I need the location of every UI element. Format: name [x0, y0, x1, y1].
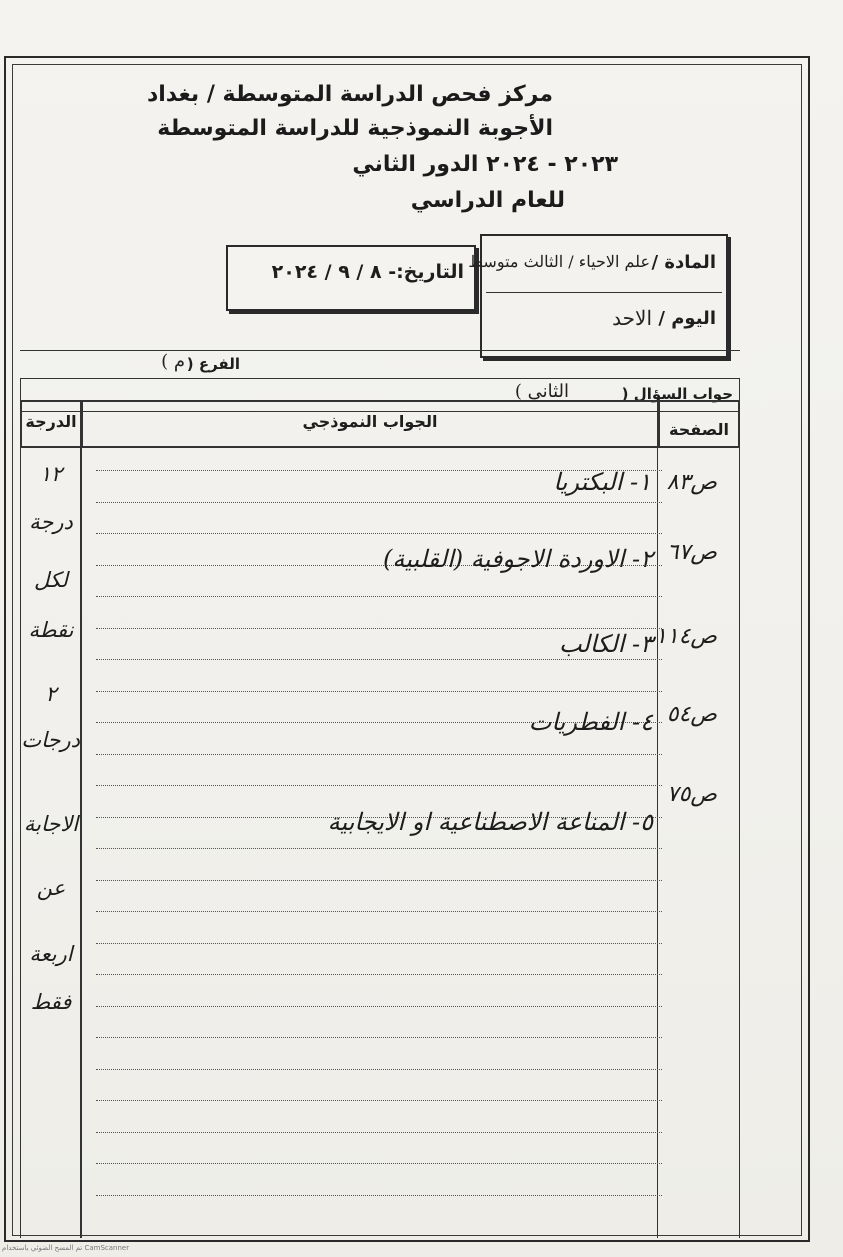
- grade-note-10: فقط: [30, 990, 72, 1014]
- ruled-line: [96, 1069, 662, 1070]
- answer-line-5: ٥- المناعة الاصطناعية او الايجابية: [327, 808, 653, 836]
- ruled-line: [96, 502, 662, 503]
- date-field: [272, 261, 464, 283]
- page-ref-2: ص٦٧: [666, 540, 717, 565]
- page-ref-1: ص٨٣: [666, 470, 717, 495]
- grade-note-9: اربعة: [29, 942, 73, 966]
- grade-column: [20, 448, 82, 1238]
- answer-line-1: ١- البكتريا: [553, 468, 651, 496]
- date-value: ٨ / ٩ / ٢٠٢٤: [271, 261, 382, 283]
- subject-value: علم الاحياء / الثالث متوسط: [468, 252, 650, 271]
- date-box: [226, 245, 476, 311]
- header-title: الأجوبة النموذجية للدراسة المتوسطة: [157, 116, 553, 141]
- ruled-line: [96, 1006, 662, 1007]
- ruled-line: [96, 911, 662, 912]
- scanner-footer: تم المسح الضوئي باستخدام CamScanner: [2, 1244, 130, 1252]
- ruled-line: [96, 1100, 662, 1101]
- grade-note-1: ١٢: [39, 462, 63, 486]
- ruled-line: [96, 691, 662, 692]
- header-center-name: مركز فحص الدراسة المتوسطة / بغداد: [146, 82, 553, 107]
- subject-row: [468, 240, 722, 293]
- grade-note-2: درجة: [29, 510, 73, 534]
- ruled-line: [96, 659, 662, 660]
- subject-label: المادة /: [651, 252, 716, 273]
- page-ref-5: ص٧٥: [666, 782, 717, 807]
- ruled-line: [96, 1195, 662, 1196]
- day-row: [486, 296, 722, 348]
- branch-value: م ): [161, 351, 185, 372]
- header-year-round: ٢٠٢٣ - ٢٠٢٤ الدور الثاني: [352, 152, 618, 177]
- day-label: اليوم /: [658, 308, 716, 329]
- ruled-line: [96, 1132, 662, 1133]
- grade-note-3: لكل: [34, 568, 68, 592]
- header-academic-year-label: للعام الدراسي: [410, 188, 565, 213]
- question-label: جواب السؤال (: [621, 385, 733, 403]
- page-column: [658, 448, 740, 1238]
- answer-line-3: ٣- الكالب: [558, 630, 653, 658]
- ruled-line: [96, 754, 662, 755]
- answer-column-header: الجواب النموذجي: [82, 400, 658, 448]
- ruled-line: [96, 974, 662, 975]
- day-value: الاحد: [612, 306, 652, 330]
- ruled-line: [96, 785, 662, 786]
- page-column-header: الصفحة: [658, 400, 740, 448]
- ruled-line: [96, 1163, 662, 1164]
- grade-column-header: الدرجة: [20, 400, 82, 448]
- subject-day-box: [468, 234, 728, 358]
- ruled-line: [96, 848, 662, 849]
- grade-note-5: ٢: [45, 682, 57, 706]
- question-value: الثاني ): [514, 381, 569, 402]
- answer-line-4: ٤- الفطريات: [528, 708, 653, 736]
- ruled-line: [96, 943, 662, 944]
- ruled-line: [96, 628, 662, 629]
- grade-note-8: عن: [36, 876, 66, 900]
- answer-line-2: ٢- الاوردة الاجوفية (القلبية): [383, 545, 653, 573]
- branch-label: الفرع (: [186, 355, 240, 373]
- ruled-line: [96, 596, 662, 597]
- ruled-line: [96, 533, 662, 534]
- ruled-line: [96, 1037, 662, 1038]
- ruled-line: [96, 880, 662, 881]
- grade-note-7: الاجابة: [23, 812, 79, 836]
- page-ref-3: ص١١٤: [654, 624, 717, 649]
- date-label: التاريخ:-: [388, 261, 464, 283]
- grade-note-6: درجات: [21, 728, 80, 752]
- page-ref-4: ص٥٤: [666, 702, 717, 727]
- grade-note-4: نقطة: [28, 618, 74, 642]
